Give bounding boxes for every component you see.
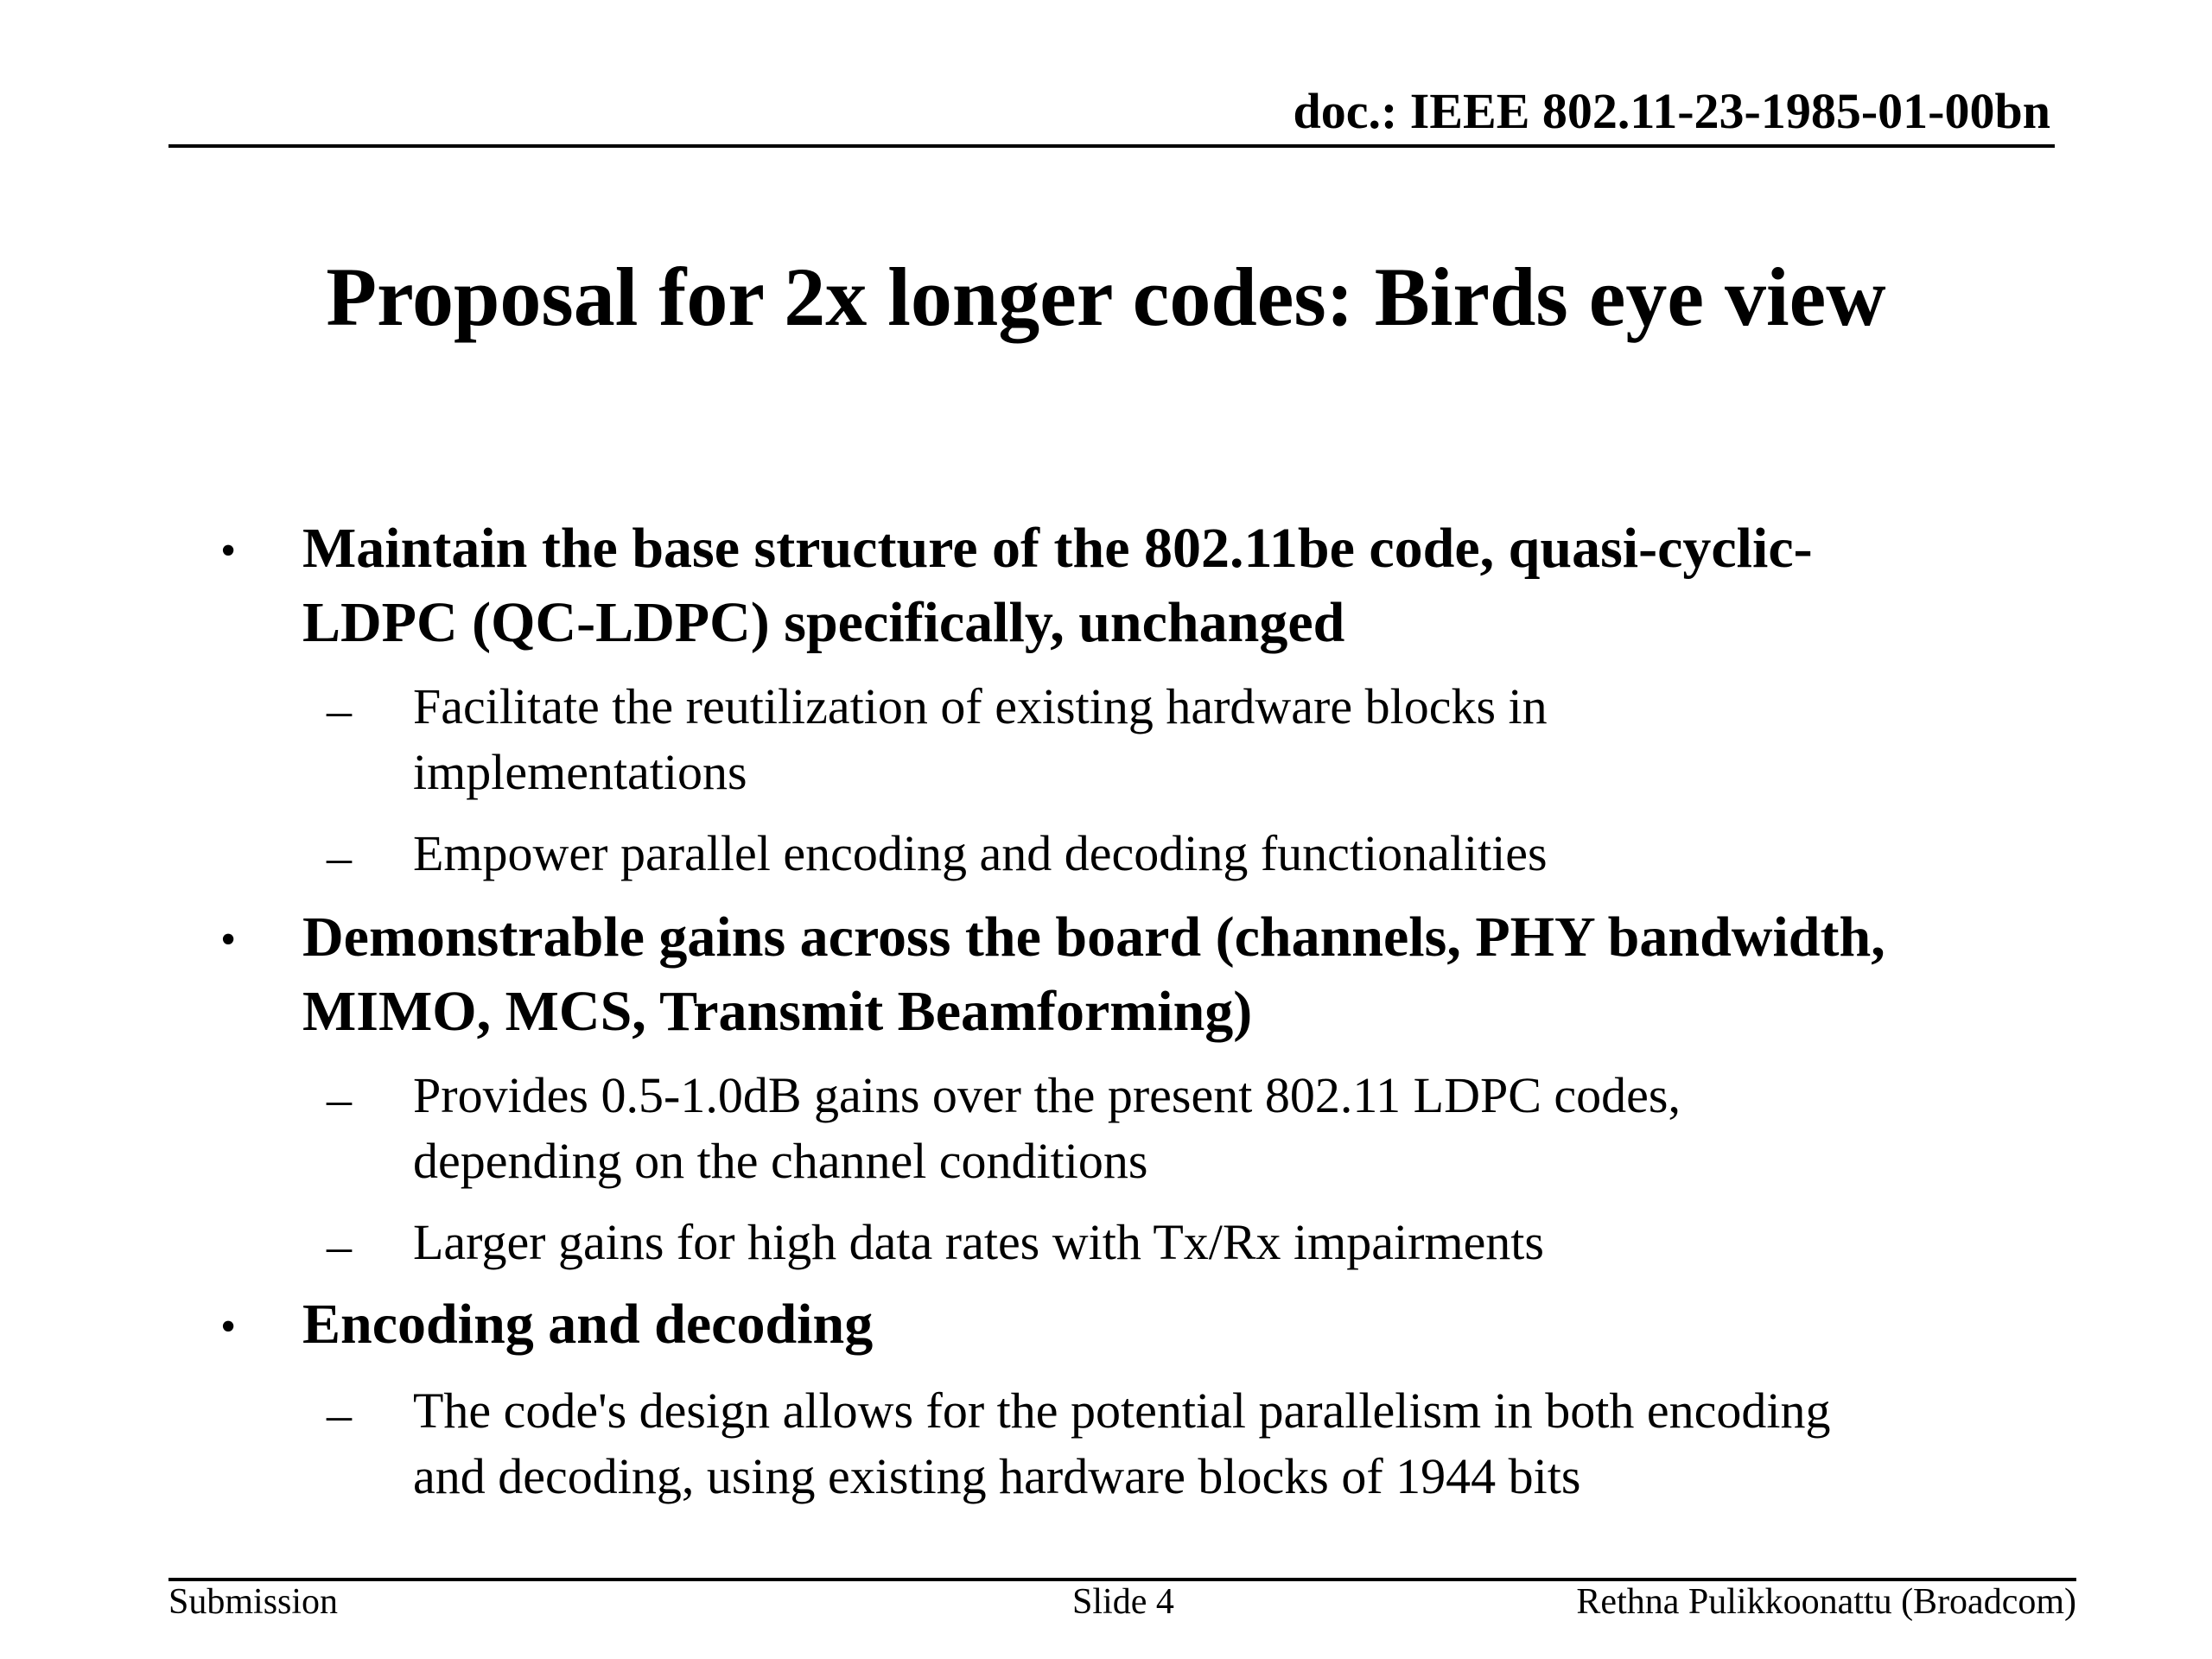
sub-dash: – <box>327 1071 352 1127</box>
sub-dash: – <box>327 1386 352 1442</box>
footer-rule <box>168 1578 2076 1581</box>
sub-3-1-line-2: and decoding, using existing hardware blocks of 1944 bits <box>413 1448 1581 1504</box>
bullet-dot: • <box>220 1302 237 1351</box>
bullet-dot: • <box>220 526 237 575</box>
sub-1-1-line-1: Facilitate the reutilization of existing hardware blocks in <box>413 678 1548 734</box>
bullet-1-line-1: Maintain the base structure of the 802.11be code, quasi-cyclic- <box>302 517 1813 580</box>
footer-submission: Submission <box>168 1582 339 1622</box>
sub-3-1-line-1: The code's design allows for the potential parallelism in both encoding <box>413 1382 1831 1439</box>
sub-dash: – <box>327 682 352 738</box>
sub-2-1-line-2: depending on the channel conditions <box>413 1133 1148 1189</box>
bullet-3-line-1: Encoding and decoding <box>302 1293 874 1356</box>
sub-1-2-line-1: Empower parallel encoding and decoding functionalities <box>413 825 1548 881</box>
sub-2-1-line-1: Provides 0.5-1.0dB gains over the present 802.11 LDPC codes, <box>413 1067 1681 1123</box>
bullet-2-line-1: Demonstrable gains across the board (channels, PHY bandwidth, <box>302 906 1885 969</box>
sub-2-2-line-1: Larger gains for high data rates with Tx/Rx impairments <box>413 1214 1544 1270</box>
sub-dash: – <box>327 829 352 885</box>
slide-title: Proposal for 2x longer codes: Birds eye view <box>326 251 1886 343</box>
sub-1-1-line-2: implementations <box>413 744 747 800</box>
footer-author: Rethna Pulikkoonattu (Broadcom) <box>1576 1582 2076 1622</box>
bullet-dot: • <box>220 915 237 964</box>
bullet-2-line-2: MIMO, MCS, Transmit Beamforming) <box>302 980 1253 1043</box>
document-id: doc.: IEEE 802.11-23-1985-01-00bn <box>1293 83 2050 139</box>
sub-dash: – <box>327 1217 352 1274</box>
bullet-1-line-2: LDPC (QC-LDPC) specifically, unchanged <box>302 591 1345 654</box>
footer-slide-number: Slide 4 <box>1072 1582 1174 1622</box>
